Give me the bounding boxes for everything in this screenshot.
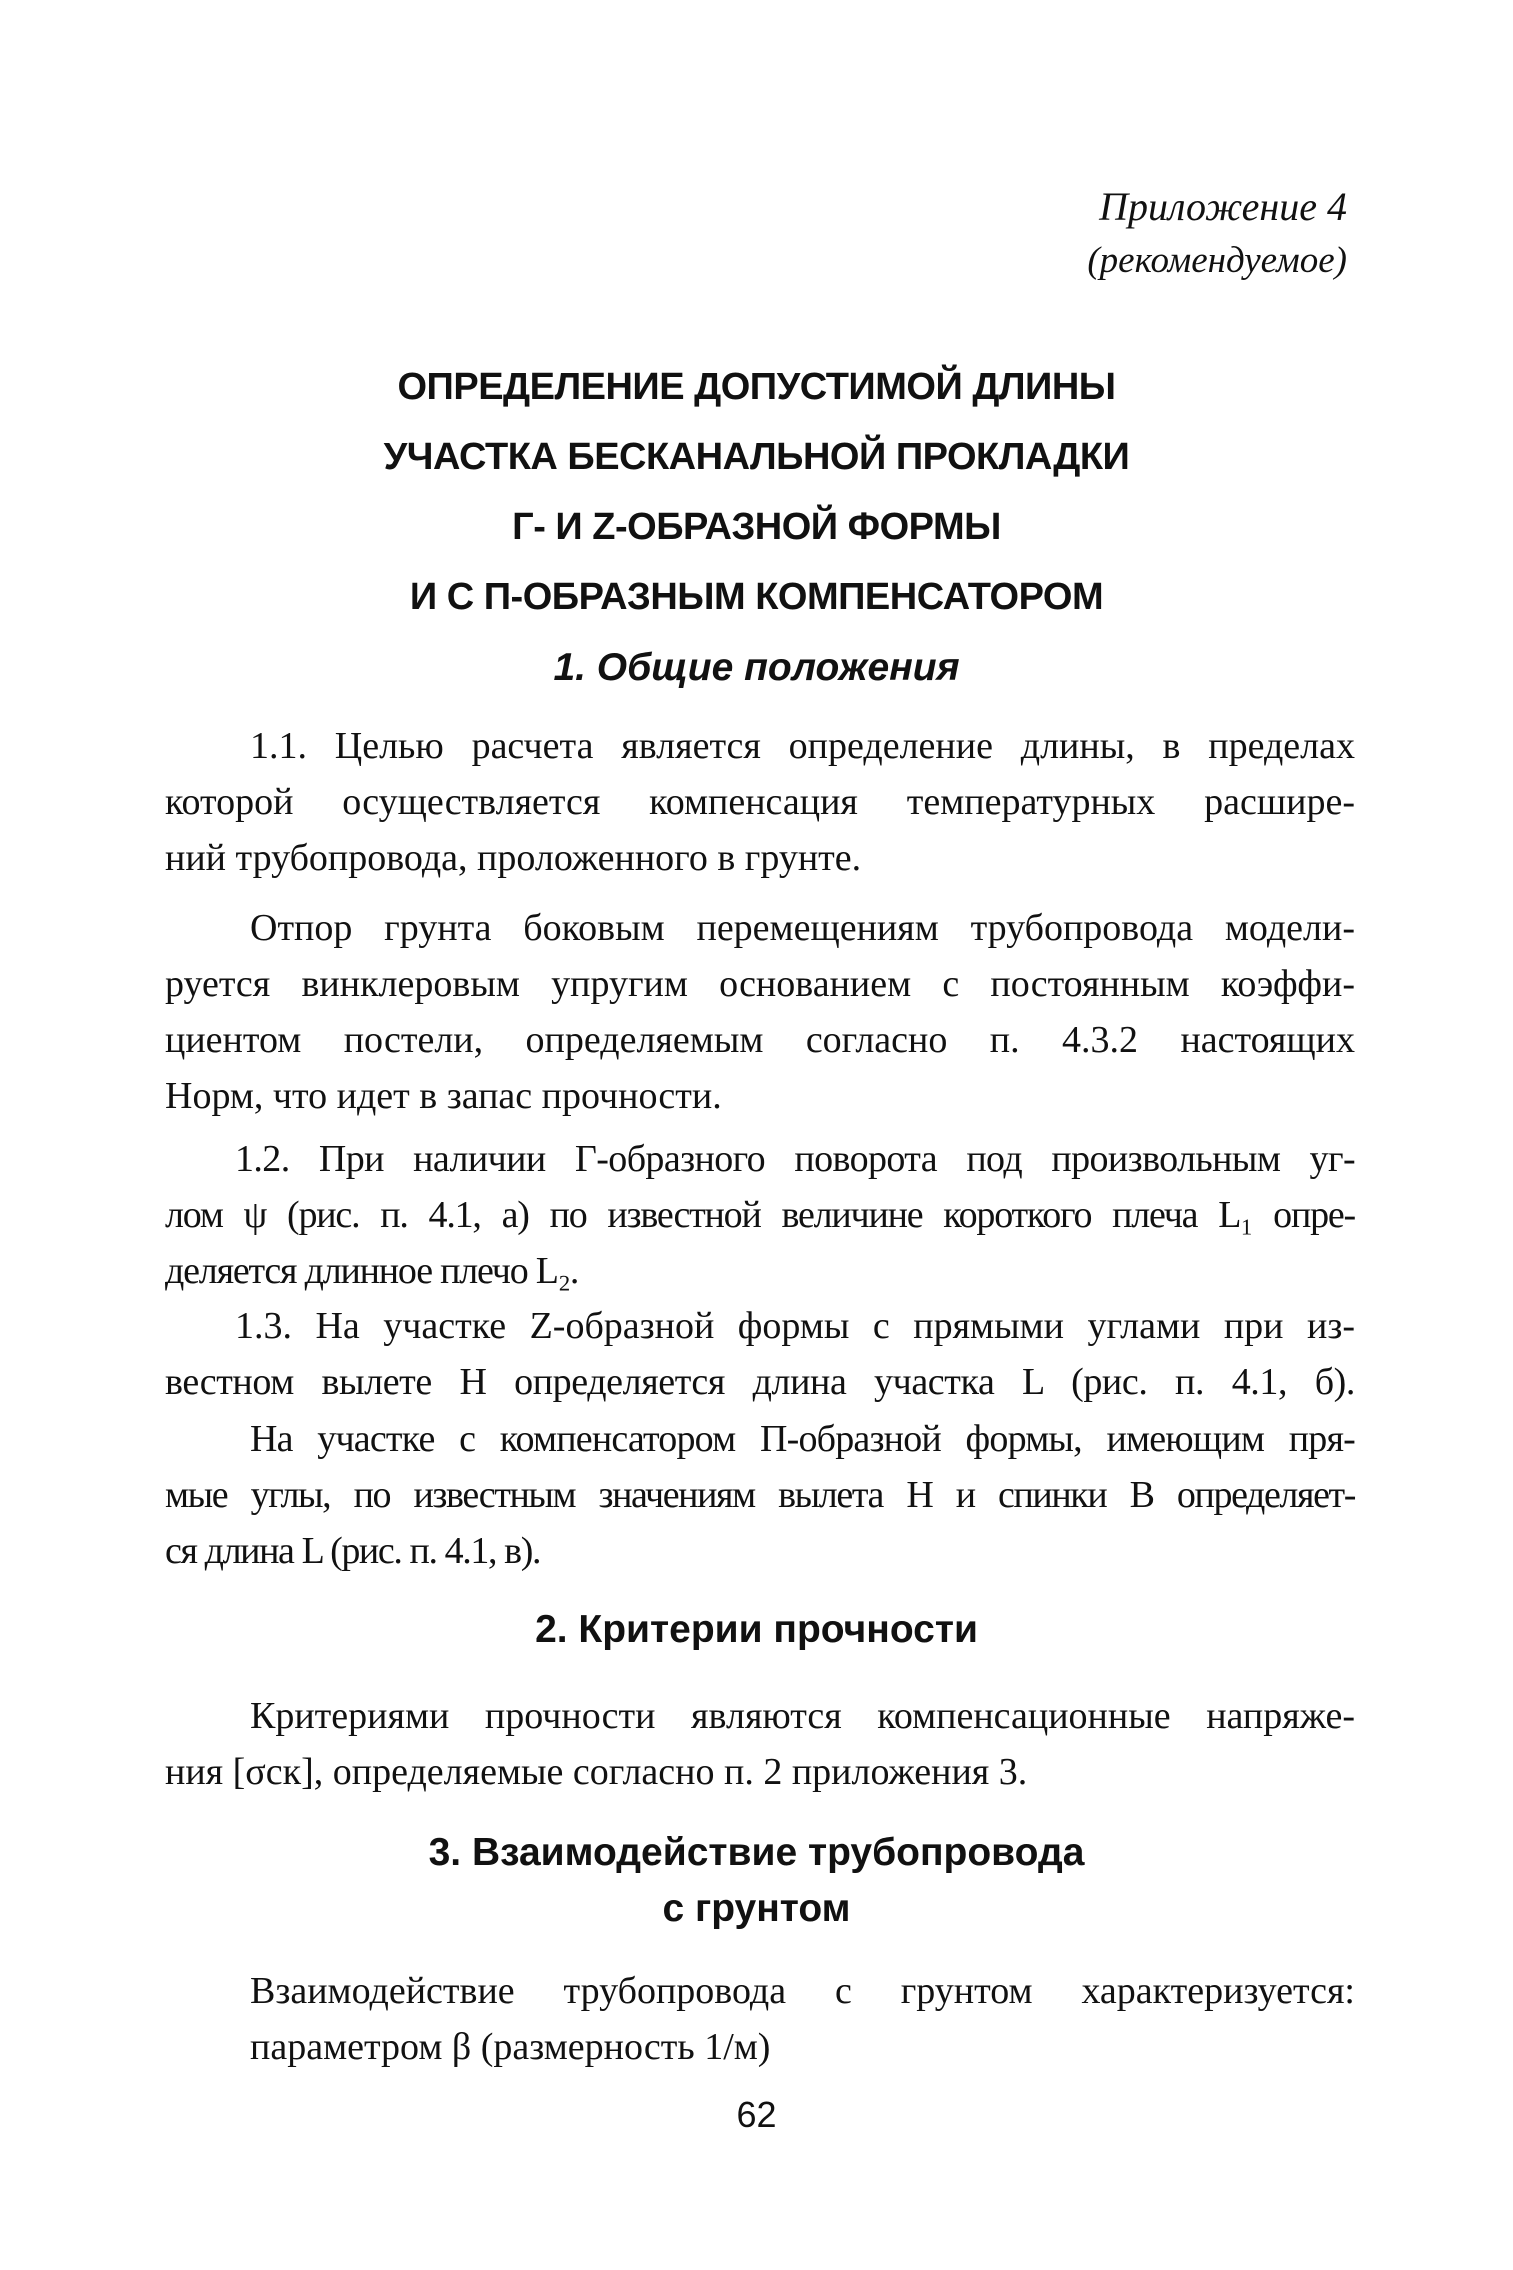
heading-line: 3. Взаимодействие трубопровода bbox=[428, 1831, 1085, 1874]
text-line: параметром β (размерность 1/м) bbox=[250, 2026, 771, 2068]
paragraph-compensator-cont bbox=[165, 1467, 1355, 1579]
paragraph-soil-cont bbox=[165, 956, 1355, 1124]
text-line: Критериями прочности являются компенсационные напряже- bbox=[250, 1695, 1355, 1737]
text-line: деляется длинное плечо L₂. bbox=[165, 1250, 579, 1292]
text-line: ся длина L (рис. п. 4.1, в). bbox=[165, 1530, 541, 1572]
paragraph-1-3 bbox=[235, 1298, 1355, 1354]
paragraph-1-1-cont bbox=[165, 774, 1355, 886]
section-1-heading: 1. Общие положения bbox=[553, 646, 960, 689]
text-line: ний трубопровода, проложенного в грунте. bbox=[165, 837, 862, 879]
text-line: циентом постели, определяемым согласно п. 4.3.2 настоящих bbox=[165, 1019, 1355, 1061]
document-title bbox=[150, 352, 1363, 632]
text-line: лом ψ (рис. п. 4.1, а) по известной величине короткого плеча L₁ опре- bbox=[165, 1194, 1355, 1236]
text-line: ния [σск], определяемые согласно п. 2 приложения 3. bbox=[165, 1751, 1028, 1793]
paragraph-criteria bbox=[250, 1688, 1355, 1744]
appendix-status: (рекомендуемое) bbox=[1087, 240, 1347, 281]
text-line: руется винклеровым упругим основанием с постоянным коэффи- bbox=[165, 963, 1355, 1005]
paragraph-1-2-cont bbox=[165, 1187, 1355, 1299]
text-line: 1.2. При наличии Г-образного поворота под произвольным уг- bbox=[235, 1138, 1355, 1180]
title-line: И С П-ОБРАЗНЫМ КОМПЕНСАТОРОМ bbox=[409, 576, 1104, 618]
heading-line: с грунтом bbox=[662, 1887, 851, 1930]
title-line: Г- И Z-ОБРАЗНОЙ ФОРМЫ bbox=[512, 506, 1001, 548]
appendix-label bbox=[1087, 180, 1347, 288]
title-line: УЧАСТКА БЕСКАНАЛЬНОЙ ПРОКЛАДКИ bbox=[383, 436, 1130, 478]
text-line: 1.1. Целью расчета является определение длины, в пределах bbox=[250, 725, 1355, 767]
paragraph-interaction bbox=[250, 1963, 1355, 2019]
paragraph-1-1 bbox=[250, 718, 1355, 774]
text-line: которой осуществляется компенсация температурных расшире- bbox=[165, 781, 1355, 823]
section-2-heading: 2. Критерии прочности bbox=[535, 1608, 978, 1651]
title-line: ОПРЕДЕЛЕНИЕ ДОПУСТИМОЙ ДЛИНЫ bbox=[397, 366, 1116, 408]
paragraph-compensator bbox=[250, 1411, 1355, 1467]
page-number: 62 bbox=[736, 2094, 777, 2135]
text-line: вестном вылете H определяется длина участка L (рис. п. 4.1, б). bbox=[165, 1361, 1355, 1403]
text-line: 1.3. На участке Z-образной формы с прямыми углами при из- bbox=[235, 1305, 1355, 1347]
text-line: мые углы, по известным значениям вылета H и спинки B определяет- bbox=[165, 1474, 1355, 1516]
appendix-number: Приложение 4 bbox=[1099, 184, 1347, 229]
paragraph-soil bbox=[250, 900, 1355, 956]
text-line: Взаимодействие трубопровода с грунтом характеризуется: bbox=[250, 1970, 1355, 2012]
section-3-heading bbox=[150, 1825, 1363, 1937]
paragraph-1-2 bbox=[235, 1131, 1355, 1187]
text-line: Отпор грунта боковым перемещениям трубопровода модели- bbox=[250, 907, 1355, 949]
text-line: Норм, что идет в запас прочности. bbox=[165, 1075, 722, 1117]
paragraph-interaction-cont bbox=[250, 2019, 1355, 2075]
paragraph-criteria-cont bbox=[165, 1744, 1355, 1800]
text-line: На участке с компенсатором П-образной формы, имеющим пря- bbox=[250, 1418, 1355, 1460]
paragraph-1-3-cont bbox=[165, 1354, 1355, 1410]
